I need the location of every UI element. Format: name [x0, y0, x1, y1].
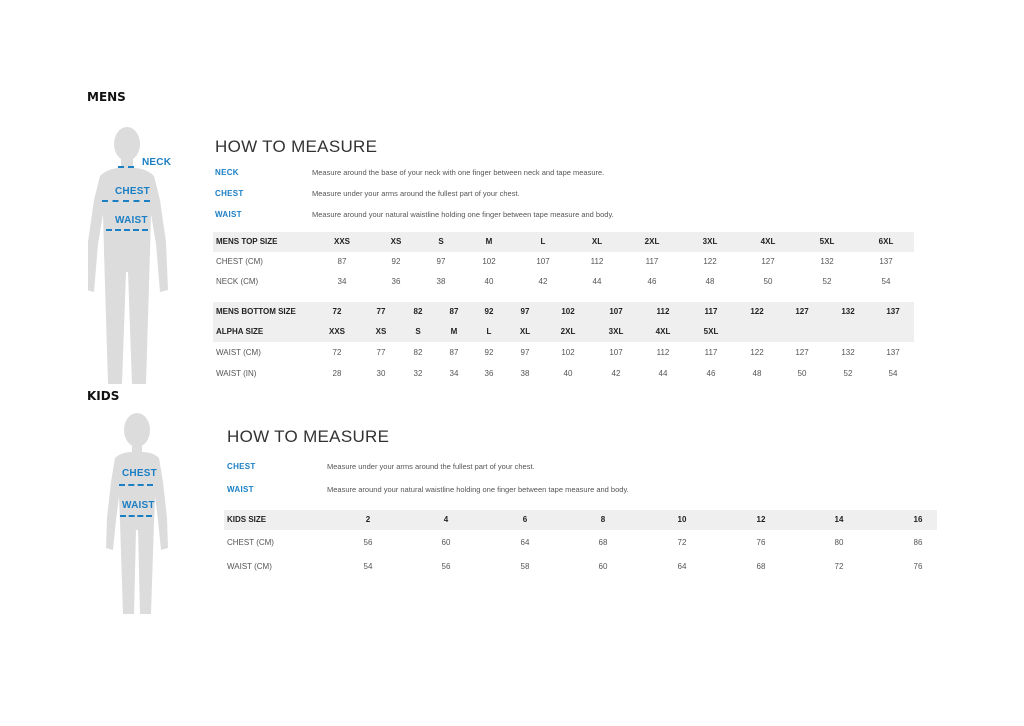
table-row [224, 533, 937, 553]
table-cell: L [486, 327, 492, 336]
table-cell: XL [519, 327, 531, 336]
table-cell: 102 [482, 257, 496, 266]
table-cell: 34 [449, 369, 459, 378]
table-cell: 117 [645, 257, 659, 266]
table-cell: S [438, 237, 444, 246]
table-cell: 40 [563, 369, 573, 378]
table-cell: 87 [337, 257, 347, 266]
row-label: NECK (CM) [216, 277, 259, 286]
table-cell: 3XL [702, 237, 718, 246]
table-cell: 82 [413, 307, 423, 316]
table-cell: 102 [561, 348, 575, 357]
table-row [213, 302, 914, 322]
table-cell: 117 [704, 348, 718, 357]
table-cell: 36 [484, 369, 494, 378]
row-label: WAIST (CM) [227, 562, 272, 571]
table-cell: 72 [332, 348, 342, 357]
row-label: ALPHA SIZE [216, 327, 264, 336]
table-cell: 76 [913, 562, 923, 571]
mens-chest-desc: Measure under your arms around the fullest part of your chest. [312, 189, 520, 198]
mens-chest-dash [102, 200, 150, 202]
table-cell: 112 [656, 348, 670, 357]
table-cell: 58 [520, 562, 530, 571]
table-cell: 77 [376, 348, 386, 357]
table-cell: 122 [750, 307, 764, 316]
table-cell: 34 [337, 277, 347, 286]
mens-section-title: MENS [87, 90, 126, 104]
table-cell: M [485, 237, 493, 246]
table-cell: 107 [609, 307, 623, 316]
row-label: MENS TOP SIZE [216, 237, 278, 246]
table-row [213, 252, 914, 272]
table-cell: 97 [520, 307, 530, 316]
table-cell: XS [390, 237, 402, 246]
table-cell: 52 [843, 369, 853, 378]
row-label: MENS BOTTOM SIZE [216, 307, 296, 316]
table-cell: 2XL [560, 327, 576, 336]
table-cell: 54 [888, 369, 898, 378]
table-cell: 87 [449, 348, 459, 357]
table-cell: 42 [538, 277, 548, 286]
table-cell: 4XL [760, 237, 776, 246]
table-cell: XL [591, 237, 603, 246]
mens-waist-desc: Measure around your natural waistline holding one finger between tape measure and body. [312, 210, 614, 219]
table-cell: 50 [763, 277, 773, 286]
mens-waist-label: WAIST [115, 215, 148, 226]
table-cell: 117 [704, 307, 718, 316]
table-cell: 77 [376, 307, 386, 316]
table-cell: 6XL [878, 237, 894, 246]
kids-chest-dash [119, 484, 153, 486]
table-row [213, 343, 914, 363]
table-cell: 38 [520, 369, 530, 378]
mens-neck-dash [118, 166, 134, 168]
table-cell: 38 [436, 277, 446, 286]
table-cell: 4 [443, 515, 449, 524]
table-cell: 46 [706, 369, 716, 378]
table-cell: 54 [881, 277, 891, 286]
table-cell: 92 [391, 257, 401, 266]
table-cell: 97 [436, 257, 446, 266]
table-cell: XXS [333, 237, 350, 246]
mens-neck-desc: Measure around the base of your neck with one finger between neck and tape measure. [312, 168, 605, 177]
table-cell: 14 [834, 515, 844, 524]
table-cell: 92 [484, 307, 494, 316]
table-cell: 127 [761, 257, 775, 266]
table-cell: 3XL [608, 327, 624, 336]
mens-how-to-measure-title: HOW TO MEASURE [215, 137, 378, 156]
table-cell: 72 [332, 307, 342, 316]
table-cell: 97 [520, 348, 530, 357]
table-cell: 68 [756, 562, 766, 571]
table-row [224, 510, 937, 530]
table-cell: 132 [841, 348, 855, 357]
table-cell: 48 [752, 369, 762, 378]
table-cell: 122 [703, 257, 717, 266]
kids-waist-label: WAIST [122, 500, 155, 511]
table-cell: 137 [879, 257, 893, 266]
table-cell: 50 [797, 369, 807, 378]
table-cell: 132 [841, 307, 855, 316]
table-cell: 12 [756, 515, 766, 524]
table-cell: 137 [886, 348, 900, 357]
table-cell: 56 [363, 538, 373, 547]
row-label: WAIST (IN) [216, 369, 257, 378]
table-cell: 5XL [703, 327, 719, 336]
table-cell: 60 [441, 538, 451, 547]
table-cell: 5XL [819, 237, 835, 246]
table-cell: S [415, 327, 421, 336]
table-cell: 16 [913, 515, 923, 524]
table-cell: 112 [590, 257, 604, 266]
table-cell: 72 [677, 538, 687, 547]
table-cell: 32 [413, 369, 423, 378]
table-cell: 76 [756, 538, 766, 547]
table-cell: 122 [750, 348, 764, 357]
row-label: CHEST (CM) [216, 257, 263, 266]
table-cell: 46 [647, 277, 657, 286]
table-cell [782, 322, 822, 342]
table-cell: 6 [522, 515, 528, 524]
table-cell: 36 [391, 277, 401, 286]
mens-waist-dash [106, 229, 148, 231]
table-cell: 127 [795, 307, 809, 316]
table-cell: 107 [536, 257, 550, 266]
table-cell: XXS [328, 327, 345, 336]
table-cell: 10 [677, 515, 687, 524]
kids-waist-key: WAIST [227, 485, 254, 494]
kids-body-figure [103, 410, 173, 614]
kids-section-title: KIDS [87, 389, 120, 403]
table-row [213, 232, 914, 252]
table-cell: 2XL [644, 237, 660, 246]
table-cell [828, 322, 868, 342]
mens-neck-key: NECK [215, 168, 239, 177]
table-cell: 68 [598, 538, 608, 547]
table-cell: 60 [598, 562, 608, 571]
table-cell: 112 [656, 307, 670, 316]
table-cell: XS [375, 327, 387, 336]
kids-chest-label: CHEST [122, 468, 157, 479]
table-cell: 42 [611, 369, 621, 378]
table-cell: 86 [913, 538, 923, 547]
table-cell [873, 322, 913, 342]
mens-waist-key: WAIST [215, 210, 242, 219]
table-cell [737, 322, 777, 342]
table-cell: 48 [705, 277, 715, 286]
table-cell: 52 [822, 277, 832, 286]
table-cell: 80 [834, 538, 844, 547]
table-cell: 87 [449, 307, 459, 316]
table-cell: 92 [484, 348, 494, 357]
table-cell: 56 [441, 562, 451, 571]
table-cell: 2 [365, 515, 371, 524]
table-cell: 107 [609, 348, 623, 357]
table-cell: 64 [520, 538, 530, 547]
kids-how-to-measure-title: HOW TO MEASURE [227, 427, 390, 446]
table-cell: 127 [795, 348, 809, 357]
table-row [213, 272, 914, 292]
table-cell: 44 [592, 277, 602, 286]
table-cell: 4XL [655, 327, 671, 336]
table-cell: 8 [600, 515, 606, 524]
table-cell: 40 [484, 277, 494, 286]
kids-waist-dash [120, 515, 152, 517]
table-cell: 137 [886, 307, 900, 316]
table-cell: 44 [658, 369, 668, 378]
kids-waist-desc: Measure around your natural waistline holding one finger between tape measure and body. [327, 485, 629, 494]
table-row [213, 322, 914, 342]
table-cell: 54 [363, 562, 373, 571]
mens-chest-key: CHEST [215, 189, 244, 198]
table-row [213, 364, 914, 384]
table-cell: M [450, 327, 458, 336]
kids-chest-key: CHEST [227, 462, 256, 471]
mens-chest-label: CHEST [115, 186, 150, 197]
table-cell: 64 [677, 562, 687, 571]
table-cell: 30 [376, 369, 386, 378]
table-cell: L [540, 237, 546, 246]
row-label: CHEST (CM) [227, 538, 274, 547]
row-label: WAIST (CM) [216, 348, 261, 357]
table-cell: 72 [834, 562, 844, 571]
table-cell: 132 [820, 257, 834, 266]
table-cell: 102 [561, 307, 575, 316]
row-label: KIDS SIZE [227, 515, 267, 524]
table-cell: 82 [413, 348, 423, 357]
mens-neck-label: NECK [142, 157, 172, 168]
kids-chest-desc: Measure under your arms around the fullest part of your chest. [327, 462, 535, 471]
table-row [224, 557, 937, 577]
table-cell: 28 [332, 369, 342, 378]
